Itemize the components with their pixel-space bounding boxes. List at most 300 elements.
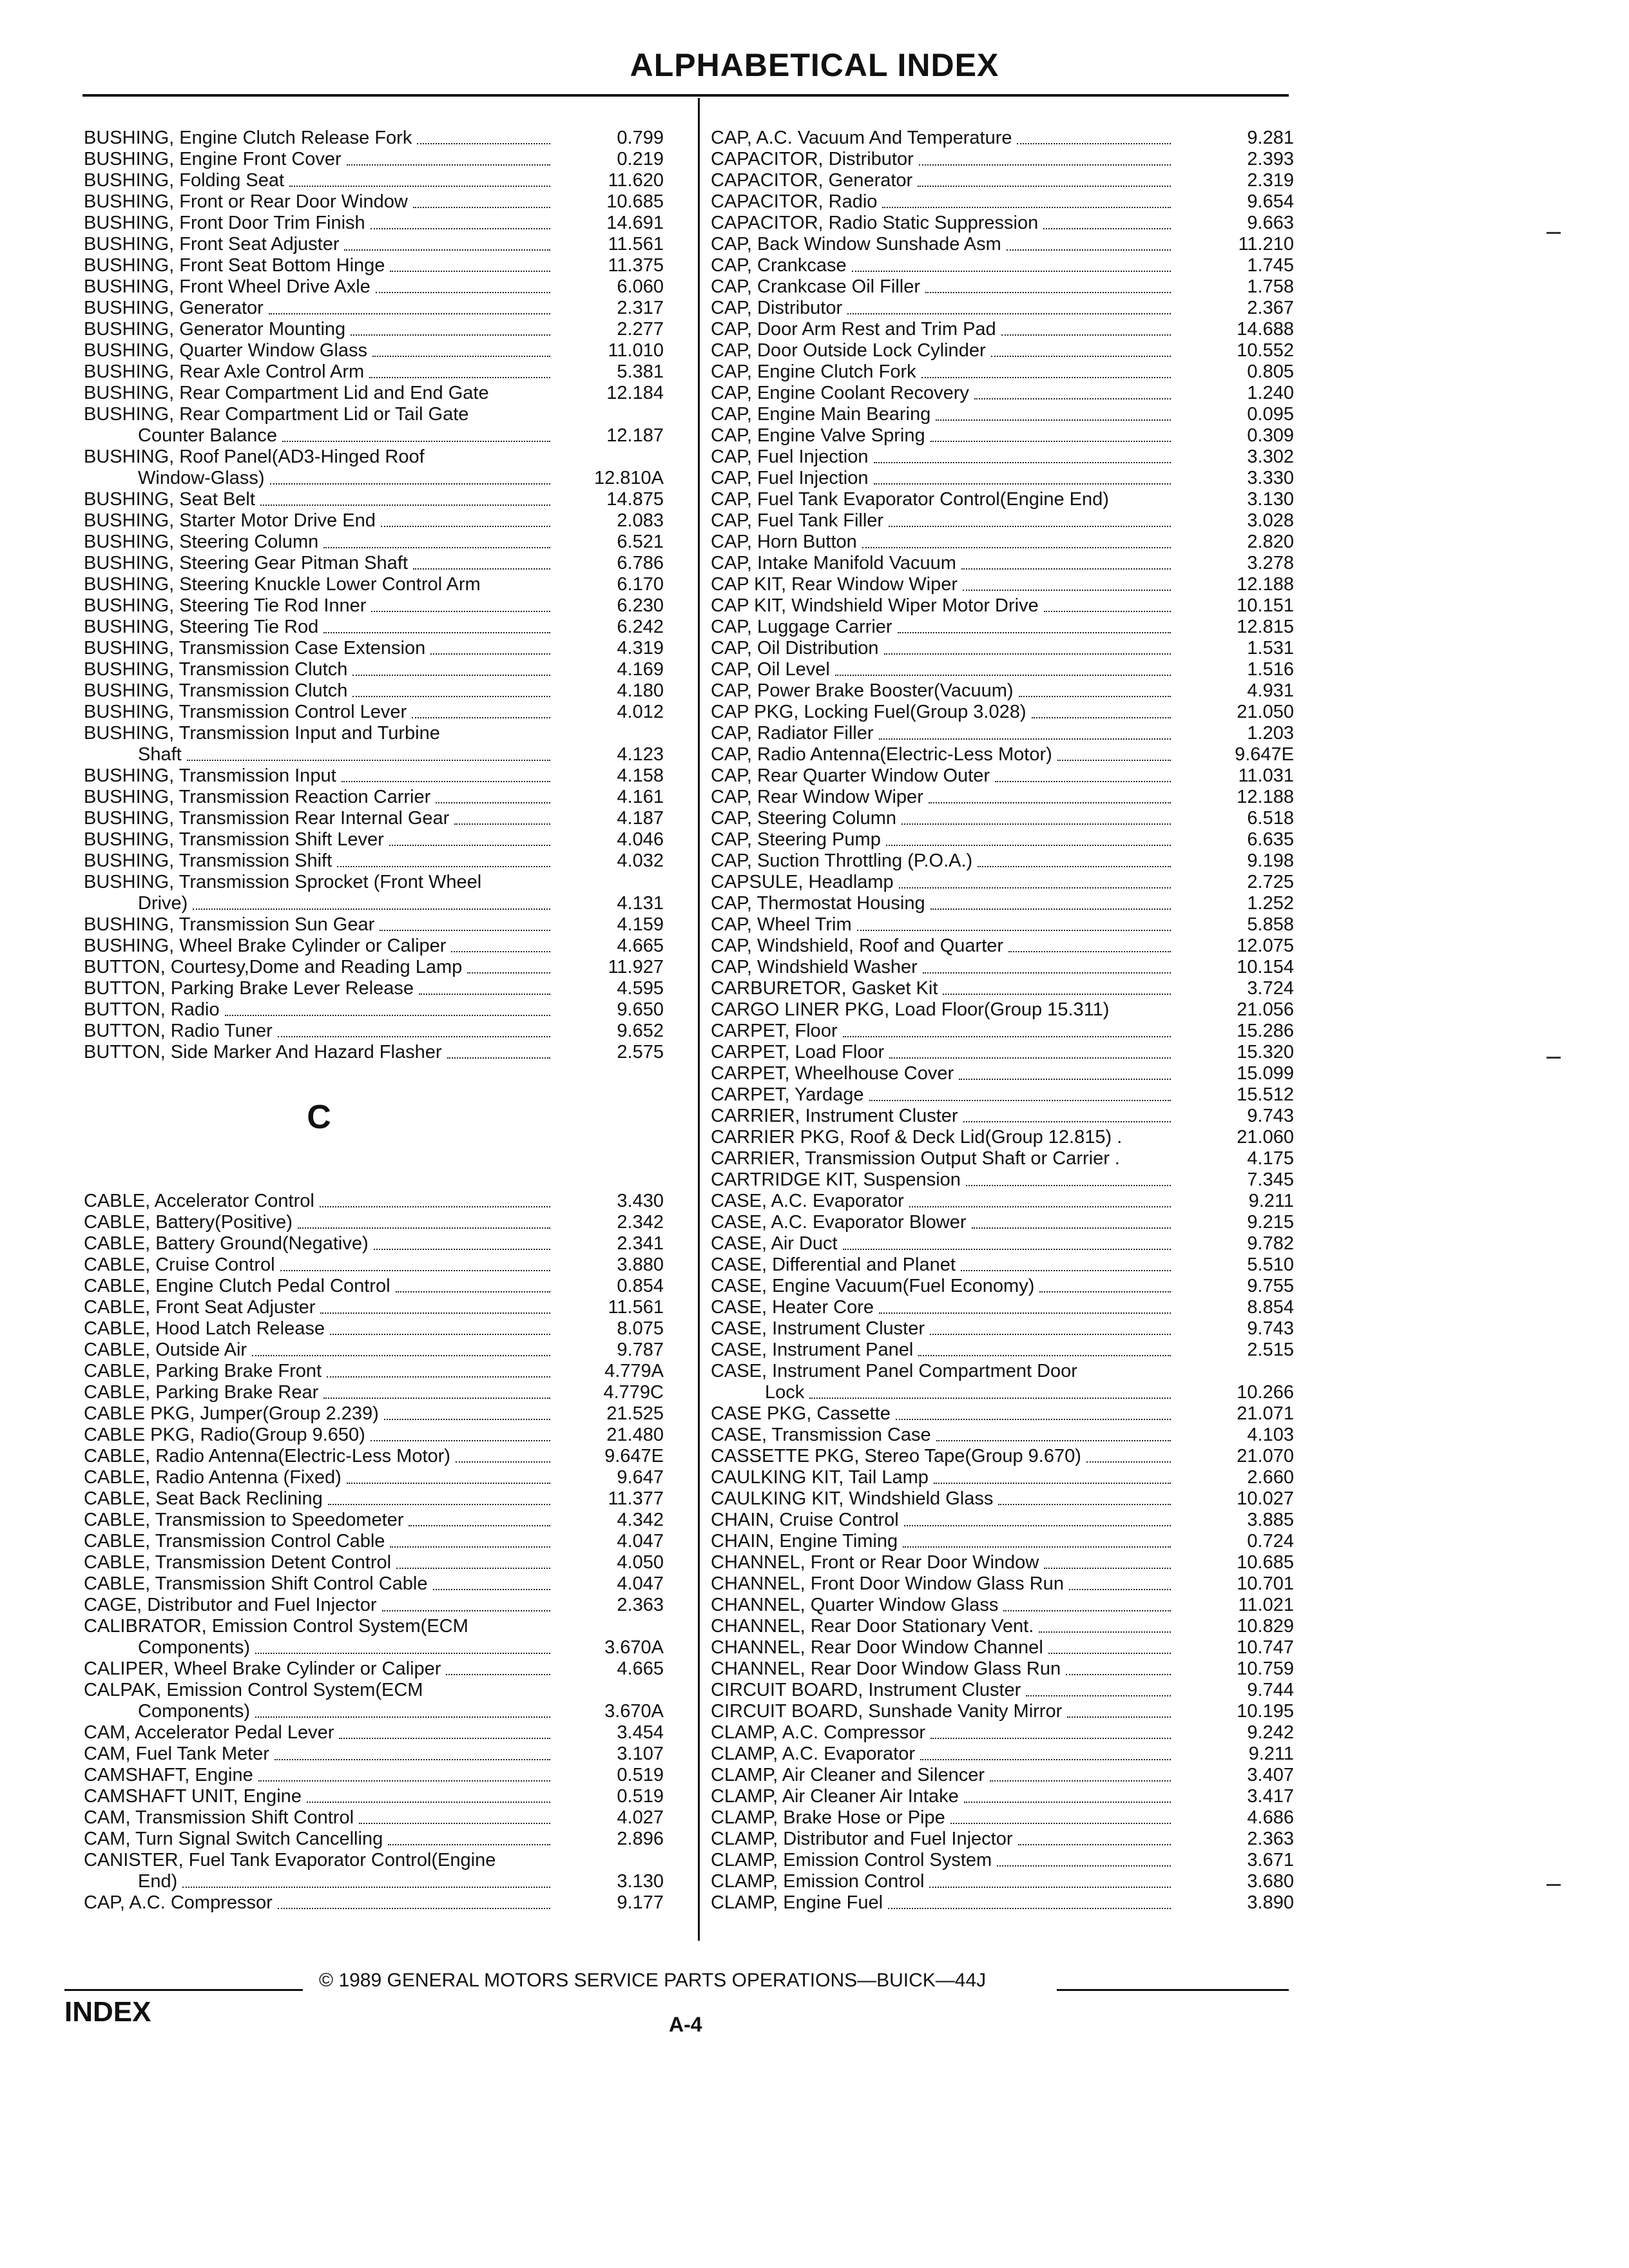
dot-leader bbox=[413, 207, 550, 208]
dot-leader bbox=[323, 632, 550, 633]
index-entry bbox=[84, 1637, 664, 1658]
index-entry-page: 2.896 bbox=[617, 1829, 664, 1849]
index-entry-page: 4.123 bbox=[617, 744, 664, 765]
index-entry bbox=[711, 765, 1294, 787]
dot-leader bbox=[390, 1546, 550, 1548]
dot-leader bbox=[344, 249, 550, 251]
index-entry bbox=[84, 1722, 664, 1744]
index-entry-page: 9.755 bbox=[1247, 1276, 1294, 1296]
index-entry bbox=[711, 128, 1294, 149]
dot-leader bbox=[467, 972, 550, 974]
index-entry-label: BUSHING, Transmission Reaction Carrier bbox=[84, 787, 431, 807]
index-entry-label: CIRCUIT BOARD, Sunshade Vanity Mirror bbox=[711, 1701, 1063, 1722]
index-entry bbox=[711, 1765, 1294, 1786]
index-entry-page: 12.184 bbox=[606, 383, 664, 403]
index-entry-label: CAGE, Distributor and Fuel Injector bbox=[84, 1595, 377, 1615]
index-entry bbox=[711, 553, 1294, 574]
index-entry-page: 0.219 bbox=[617, 149, 664, 169]
index-entry bbox=[711, 149, 1294, 170]
index-entry bbox=[84, 1042, 664, 1063]
index-entry bbox=[711, 1318, 1294, 1340]
index-entry-page: 15.099 bbox=[1237, 1063, 1294, 1084]
index-entry-label: CAMSHAFT, Engine bbox=[84, 1765, 253, 1785]
index-entry-page: 4.175 bbox=[1247, 1148, 1294, 1169]
index-entry-label: BUSHING, Transmission Clutch bbox=[84, 680, 348, 701]
index-entry bbox=[711, 276, 1294, 298]
index-entry-label: CABLE, Transmission Detent Control bbox=[84, 1552, 392, 1573]
dot-leader bbox=[320, 1312, 550, 1314]
index-entry-label: CARPET, Floor bbox=[711, 1021, 838, 1041]
index-entry-label: BUSHING, Generator bbox=[84, 298, 264, 318]
index-entry-label: CLAMP, Air Cleaner Air Intake bbox=[711, 1786, 959, 1807]
index-entry-page: 11.210 bbox=[1238, 234, 1294, 255]
index-entry-page: 10.747 bbox=[1237, 1637, 1294, 1658]
dot-leader bbox=[182, 1887, 550, 1888]
dot-leader bbox=[896, 1419, 1171, 1420]
index-entry bbox=[711, 510, 1294, 532]
index-entry-label: BUSHING, Steering Tie Rod Inner bbox=[84, 595, 367, 616]
index-entry bbox=[84, 1680, 664, 1701]
index-entry-page: 21.525 bbox=[606, 1403, 664, 1424]
index-entry bbox=[84, 191, 664, 213]
index-entry-page: 0.519 bbox=[617, 1786, 664, 1807]
dot-leader bbox=[991, 356, 1171, 357]
index-entry bbox=[711, 1340, 1294, 1361]
index-entry-label: CAP, Back Window Sunshade Asm bbox=[711, 234, 1001, 255]
index-entry-page: 1.252 bbox=[1247, 893, 1294, 914]
index-entry-page: 6.230 bbox=[617, 595, 664, 616]
index-entry bbox=[711, 872, 1294, 893]
index-entry-label: CASE, Instrument Panel Compartment Door bbox=[711, 1361, 1077, 1381]
index-entry-page: 21.056 bbox=[1237, 999, 1294, 1020]
index-entry bbox=[711, 595, 1294, 617]
index-entry-label: CAP KIT, Windshield Wiper Motor Drive bbox=[711, 595, 1039, 616]
index-entry-label: CAM, Turn Signal Switch Cancelling bbox=[84, 1829, 383, 1849]
index-entry-label: CAP, Thermostat Housing bbox=[711, 893, 925, 914]
index-entry-label: CIRCUIT BOARD, Instrument Cluster bbox=[711, 1680, 1021, 1700]
index-entry-page: 9.652 bbox=[617, 1021, 664, 1041]
index-entry bbox=[84, 872, 664, 893]
right-column bbox=[711, 128, 1294, 1914]
dot-leader bbox=[278, 1036, 550, 1037]
index-entry bbox=[84, 319, 664, 340]
index-entry-page: 12.815 bbox=[1237, 617, 1294, 637]
index-entry bbox=[711, 1850, 1294, 1871]
index-entry bbox=[84, 595, 664, 617]
dot-leader bbox=[964, 1802, 1171, 1803]
index-entry-label: CABLE, Front Seat Adjuster bbox=[84, 1297, 316, 1318]
index-entry bbox=[711, 1467, 1294, 1488]
index-entry bbox=[711, 1552, 1294, 1573]
index-entry-label: CHAIN, Cruise Control bbox=[711, 1510, 899, 1530]
index-entry bbox=[711, 936, 1294, 957]
dot-leader bbox=[936, 419, 1171, 421]
index-entry bbox=[84, 234, 664, 255]
index-entry bbox=[711, 787, 1294, 808]
dot-leader bbox=[997, 1865, 1171, 1867]
index-entry bbox=[84, 1403, 664, 1425]
index-entry-page: 8.075 bbox=[617, 1318, 664, 1339]
index-group-b bbox=[84, 128, 664, 1063]
index-entry-page: 6.786 bbox=[617, 553, 664, 573]
index-entry-page: 9.215 bbox=[1247, 1212, 1294, 1233]
dot-leader bbox=[963, 590, 1171, 591]
index-entry-page: 11.927 bbox=[608, 957, 664, 977]
index-entry-page: 4.169 bbox=[617, 659, 664, 680]
index-entry-label: BUSHING, Transmission Input and Turbine bbox=[84, 723, 440, 744]
index-entry bbox=[711, 978, 1294, 999]
index-entry bbox=[711, 680, 1294, 702]
index-entry bbox=[711, 1382, 1294, 1403]
dot-leader bbox=[1003, 1610, 1171, 1611]
index-entry-page: 2.317 bbox=[617, 298, 664, 318]
dot-leader bbox=[369, 377, 550, 378]
dot-leader bbox=[328, 1504, 550, 1505]
index-entry bbox=[711, 1595, 1294, 1616]
index-entry bbox=[711, 829, 1294, 850]
index-entry-label: Components) bbox=[138, 1637, 251, 1658]
dot-leader bbox=[413, 568, 550, 570]
index-entry-page: 15.320 bbox=[1237, 1042, 1294, 1062]
index-entry-label: CABLE, Seat Back Reclining bbox=[84, 1488, 323, 1509]
index-entry-label: BUTTON, Side Marker And Hazard Flasher bbox=[84, 1042, 442, 1062]
dot-leader bbox=[884, 653, 1171, 655]
dot-leader bbox=[352, 696, 550, 697]
dot-leader bbox=[852, 271, 1171, 272]
dot-leader bbox=[275, 1759, 550, 1760]
index-entry-label: CAP, Crankcase Oil Filler bbox=[711, 276, 921, 297]
dot-leader bbox=[347, 1483, 550, 1484]
dot-leader bbox=[929, 1887, 1171, 1888]
index-entry-page: 21.071 bbox=[1237, 1403, 1294, 1424]
dot-leader bbox=[901, 823, 1171, 825]
index-entry bbox=[711, 234, 1294, 255]
index-entry-page: 12.075 bbox=[1237, 936, 1294, 956]
index-entry-label: BUTTON, Radio bbox=[84, 999, 220, 1020]
dot-leader bbox=[921, 377, 1171, 378]
index-entry-label: CARPET, Yardage bbox=[711, 1084, 864, 1105]
index-entry-page: 1.516 bbox=[1247, 659, 1294, 680]
index-entry bbox=[84, 744, 664, 765]
index-entry-label: CAP, Wheel Trim bbox=[711, 914, 852, 935]
margin-tick bbox=[1547, 1057, 1561, 1059]
index-entry-page: 4.047 bbox=[617, 1531, 664, 1552]
index-entry-label: BUSHING, Starter Motor Drive End bbox=[84, 510, 376, 531]
dot-leader bbox=[417, 143, 550, 144]
index-entry-label: BUSHING, Roof Panel(AD3-Hinged Roof bbox=[84, 447, 425, 467]
index-entry-page: 9.647E bbox=[604, 1446, 664, 1466]
index-entry-label: CAP, Rear Window Wiper bbox=[711, 787, 923, 807]
index-entry-label: BUSHING, Wheel Brake Cylinder or Caliper bbox=[84, 936, 447, 956]
dot-leader bbox=[376, 292, 550, 293]
index-entry-label: CAM, Accelerator Pedal Lever bbox=[84, 1722, 334, 1743]
index-entry-page: 4.779C bbox=[603, 1382, 664, 1403]
index-entry-label: CAP, Engine Valve Spring bbox=[711, 425, 925, 446]
index-entry-page: 2.725 bbox=[1247, 872, 1294, 892]
margin-tick bbox=[1547, 1884, 1561, 1886]
dot-leader bbox=[339, 1738, 550, 1739]
index-entry-label: BUSHING, Seat Belt bbox=[84, 489, 255, 510]
index-entry-page: 9.211 bbox=[1248, 1191, 1294, 1211]
dot-leader bbox=[1044, 611, 1171, 612]
index-entry bbox=[84, 829, 664, 850]
index-entry bbox=[711, 383, 1294, 404]
index-entry-label: CLAMP, A.C. Evaporator bbox=[711, 1744, 916, 1764]
dot-leader bbox=[255, 1653, 550, 1654]
index-entry bbox=[84, 447, 664, 468]
index-entry bbox=[84, 510, 664, 532]
index-entry-label: BUSHING, Transmission Case Extension bbox=[84, 638, 426, 658]
dot-leader bbox=[936, 1440, 1171, 1441]
index-entry-page: 0.799 bbox=[617, 128, 664, 148]
index-entry-label: CLAMP, Emission Control bbox=[711, 1871, 925, 1892]
index-entry-label: CABLE, Engine Clutch Pedal Control bbox=[84, 1276, 390, 1296]
index-entry-label: CAPACITOR, Distributor bbox=[711, 149, 914, 169]
index-entry bbox=[84, 1340, 664, 1361]
index-entry-label: BUSHING, Front Door Trim Finish bbox=[84, 213, 365, 233]
index-entry bbox=[711, 1701, 1294, 1722]
index-entry bbox=[711, 1488, 1294, 1510]
index-entry-page: 14.875 bbox=[606, 489, 664, 510]
section-label: INDEX bbox=[64, 1996, 151, 2028]
dot-leader bbox=[889, 1057, 1171, 1059]
index-entry-page: 4.187 bbox=[617, 808, 664, 829]
index-entry-label: CLAMP, A.C. Compressor bbox=[711, 1722, 926, 1743]
index-entry-page: 10.027 bbox=[1237, 1488, 1294, 1509]
index-entry bbox=[711, 425, 1294, 447]
index-entry-label: CAP, Steering Pump bbox=[711, 829, 881, 850]
index-entry-page: 3.454 bbox=[617, 1722, 664, 1743]
index-entry-page: 0.095 bbox=[1247, 404, 1294, 425]
dot-leader bbox=[1017, 143, 1171, 144]
index-entry bbox=[84, 532, 664, 553]
dot-leader bbox=[327, 1376, 550, 1378]
index-entry bbox=[84, 1318, 664, 1340]
index-entry bbox=[84, 850, 664, 872]
index-entry-page: 3.417 bbox=[1247, 1786, 1294, 1807]
index-entry-label: CAP, A.C. Compressor bbox=[84, 1892, 273, 1913]
index-entry bbox=[711, 213, 1294, 234]
index-entry-label: CAM, Transmission Shift Control bbox=[84, 1807, 354, 1828]
index-entry bbox=[711, 1042, 1294, 1063]
index-entry-label: CHANNEL, Rear Door Window Glass Run bbox=[711, 1658, 1061, 1679]
index-entry-label: CARRIER, Transmission Output Shaft or Carrier . bbox=[711, 1148, 1120, 1169]
dot-leader bbox=[1067, 1716, 1171, 1718]
index-entry-label: BUSHING, Transmission Shift Lever bbox=[84, 829, 384, 850]
dot-leader bbox=[382, 1610, 550, 1611]
index-entry-label: BUSHING, Transmission Rear Internal Gear bbox=[84, 808, 450, 829]
index-entry bbox=[84, 170, 664, 191]
index-entry-label: BUSHING, Folding Seat bbox=[84, 170, 285, 191]
index-entry-page: 0.854 bbox=[617, 1276, 664, 1296]
index-entry bbox=[84, 149, 664, 170]
index-entry-label: CAULKING KIT, Windshield Glass bbox=[711, 1488, 994, 1509]
index-entry bbox=[84, 425, 664, 447]
index-entry-page: 12.810A bbox=[593, 468, 664, 488]
index-entry-page: 3.430 bbox=[617, 1191, 664, 1211]
dot-leader bbox=[1066, 1674, 1171, 1675]
dot-leader bbox=[1026, 1695, 1171, 1696]
index-entry-page: 6.060 bbox=[617, 276, 664, 297]
index-entry-label: CAP, Suction Throttling (P.O.A.) bbox=[711, 850, 973, 871]
dot-leader bbox=[995, 781, 1171, 782]
index-entry-page: 2.515 bbox=[1247, 1340, 1294, 1360]
dot-leader bbox=[950, 1823, 1171, 1824]
dot-leader bbox=[899, 887, 1171, 889]
index-entry-label: CAP, Fuel Tank Filler bbox=[711, 510, 884, 531]
index-entry bbox=[711, 361, 1294, 383]
dot-leader bbox=[882, 207, 1171, 208]
index-entry-page: 21.060 bbox=[1237, 1127, 1294, 1148]
dot-leader bbox=[869, 1100, 1171, 1101]
index-entry-page: 2.277 bbox=[617, 319, 664, 340]
dot-leader bbox=[430, 653, 550, 655]
index-entry-page: 11.010 bbox=[608, 340, 664, 361]
index-entry-label: BUSHING, Front Wheel Drive Axle bbox=[84, 276, 371, 297]
index-entry-label: CAP, Door Outside Lock Cylinder bbox=[711, 340, 986, 361]
index-entry-label: CABLE, Radio Antenna (Fixed) bbox=[84, 1467, 342, 1488]
column-divider bbox=[698, 98, 700, 1941]
dot-leader bbox=[847, 313, 1171, 314]
dot-leader bbox=[260, 505, 550, 506]
index-entry bbox=[711, 255, 1294, 276]
dot-leader bbox=[1086, 1461, 1171, 1463]
index-entry-label: CAP, Fuel Tank Evaporator Control(Engine End) bbox=[711, 489, 1109, 510]
index-entry-label: BUSHING, Steering Column bbox=[84, 532, 319, 552]
index-entry-page: 9.650 bbox=[617, 999, 664, 1020]
dot-leader bbox=[347, 164, 550, 166]
index-entry bbox=[84, 1807, 664, 1829]
index-entry-page: 10.685 bbox=[606, 191, 664, 212]
index-entry-label: CAP, Engine Coolant Recovery bbox=[711, 383, 969, 403]
index-entry bbox=[84, 893, 664, 914]
dot-leader bbox=[372, 356, 550, 357]
index-entry-page: 6.242 bbox=[617, 617, 664, 637]
dot-leader bbox=[388, 1844, 550, 1845]
index-entry bbox=[84, 936, 664, 957]
index-entry-page: 9.787 bbox=[617, 1340, 664, 1360]
dot-leader bbox=[384, 1419, 550, 1420]
dot-leader bbox=[1007, 249, 1171, 251]
dot-leader bbox=[446, 1674, 550, 1675]
dot-leader bbox=[925, 292, 1171, 293]
index-entry-label: CAP, Luggage Carrier bbox=[711, 617, 892, 637]
index-entry bbox=[84, 128, 664, 149]
index-entry-page: 3.302 bbox=[1247, 447, 1294, 467]
index-entry-label: CAP, Power Brake Booster(Vacuum) bbox=[711, 680, 1014, 701]
index-entry bbox=[711, 1786, 1294, 1807]
dot-leader bbox=[879, 1312, 1171, 1314]
dot-leader bbox=[412, 717, 550, 718]
index-entry bbox=[84, 1233, 664, 1254]
index-entry-page: 10.195 bbox=[1237, 1701, 1294, 1722]
index-entry-label: CAP PKG, Locking Fuel(Group 3.028) bbox=[711, 702, 1027, 722]
index-entry-page: 21.050 bbox=[1237, 702, 1294, 722]
index-entry-page: 4.595 bbox=[617, 978, 664, 999]
index-entry bbox=[711, 1084, 1294, 1106]
index-entry-label: BUSHING, Front or Rear Door Window bbox=[84, 191, 408, 212]
index-entry-label: CAP, Oil Level bbox=[711, 659, 830, 680]
index-entry-label: CASE, A.C. Evaporator Blower bbox=[711, 1212, 967, 1233]
index-entry-label: CARGO LINER PKG, Load Floor(Group 15.311) bbox=[711, 999, 1110, 1020]
index-entry bbox=[711, 1191, 1294, 1212]
index-entry-label: CLAMP, Distributor and Fuel Injector bbox=[711, 1829, 1013, 1849]
index-entry-page: 7.345 bbox=[1247, 1169, 1294, 1190]
index-entry bbox=[84, 213, 664, 234]
index-entry-label: Drive) bbox=[138, 893, 188, 914]
index-entry-page: 9.782 bbox=[1247, 1233, 1294, 1254]
index-entry bbox=[711, 468, 1294, 489]
index-entry-label: BUTTON, Parking Brake Lever Release bbox=[84, 978, 414, 999]
index-entry-page: 9.281 bbox=[1247, 128, 1294, 148]
dot-leader bbox=[433, 1589, 551, 1590]
index-entry bbox=[84, 255, 664, 276]
index-entry-label: BUSHING, Quarter Window Glass bbox=[84, 340, 367, 361]
index-entry-page: 5.510 bbox=[1247, 1254, 1294, 1275]
index-entry bbox=[84, 1446, 664, 1467]
index-entry-page: 4.665 bbox=[617, 936, 664, 956]
index-entry bbox=[711, 893, 1294, 914]
index-entry-label: CHANNEL, Rear Door Window Channel bbox=[711, 1637, 1043, 1658]
index-entry-page: 4.131 bbox=[617, 893, 664, 914]
index-entry-label: CASE, Differential and Planet bbox=[711, 1254, 956, 1275]
index-entry bbox=[711, 1658, 1294, 1680]
index-entry bbox=[711, 1616, 1294, 1637]
index-entry bbox=[84, 340, 664, 361]
index-entry-label: Window-Glass) bbox=[138, 468, 265, 488]
dot-leader bbox=[389, 845, 550, 846]
index-entry-page: 2.342 bbox=[617, 1212, 664, 1233]
index-entry bbox=[84, 1191, 664, 1212]
index-entry bbox=[84, 1382, 664, 1403]
index-entry-page: 8.854 bbox=[1247, 1297, 1294, 1318]
dot-leader bbox=[252, 1355, 550, 1356]
index-entry-page: 3.724 bbox=[1247, 978, 1294, 999]
page-number: A-4 bbox=[669, 2013, 702, 2036]
dot-leader bbox=[1057, 760, 1171, 761]
dot-leader bbox=[447, 1057, 551, 1059]
index-entry-page: 9.743 bbox=[1247, 1318, 1294, 1339]
dot-leader bbox=[396, 1568, 550, 1569]
index-entry bbox=[84, 999, 664, 1021]
dot-leader bbox=[1039, 1291, 1171, 1293]
dot-leader bbox=[930, 1738, 1171, 1739]
dot-leader bbox=[282, 441, 550, 442]
dot-leader bbox=[371, 1440, 550, 1441]
margin-tick bbox=[1547, 232, 1561, 234]
index-entry-label: CHANNEL, Rear Door Stationary Vent. bbox=[711, 1616, 1034, 1637]
index-entry-page: 4.046 bbox=[617, 829, 664, 850]
index-entry-label: CAPACITOR, Radio bbox=[711, 191, 878, 212]
index-entry-page: 2.660 bbox=[1247, 1467, 1294, 1488]
footer-rule-right bbox=[1057, 1989, 1289, 1991]
dot-leader bbox=[934, 1483, 1171, 1484]
index-entry-page: 9.211 bbox=[1248, 1744, 1294, 1764]
dot-leader bbox=[352, 675, 550, 676]
index-entry bbox=[84, 914, 664, 936]
index-entry-page: 3.278 bbox=[1247, 553, 1294, 573]
index-group-c bbox=[84, 1191, 664, 1914]
index-entry-page: 2.363 bbox=[617, 1595, 664, 1615]
index-entry bbox=[84, 1467, 664, 1488]
index-entry-page: 2.083 bbox=[617, 510, 664, 531]
index-entry bbox=[711, 999, 1294, 1021]
index-entry bbox=[711, 1233, 1294, 1254]
index-entry-label: CAP, Door Arm Rest and Trim Pad bbox=[711, 319, 996, 340]
index-entry bbox=[84, 659, 664, 680]
index-entry-label: CALIBRATOR, Emission Control System(ECM bbox=[84, 1616, 468, 1637]
index-entry-page: 11.561 bbox=[608, 1297, 664, 1318]
